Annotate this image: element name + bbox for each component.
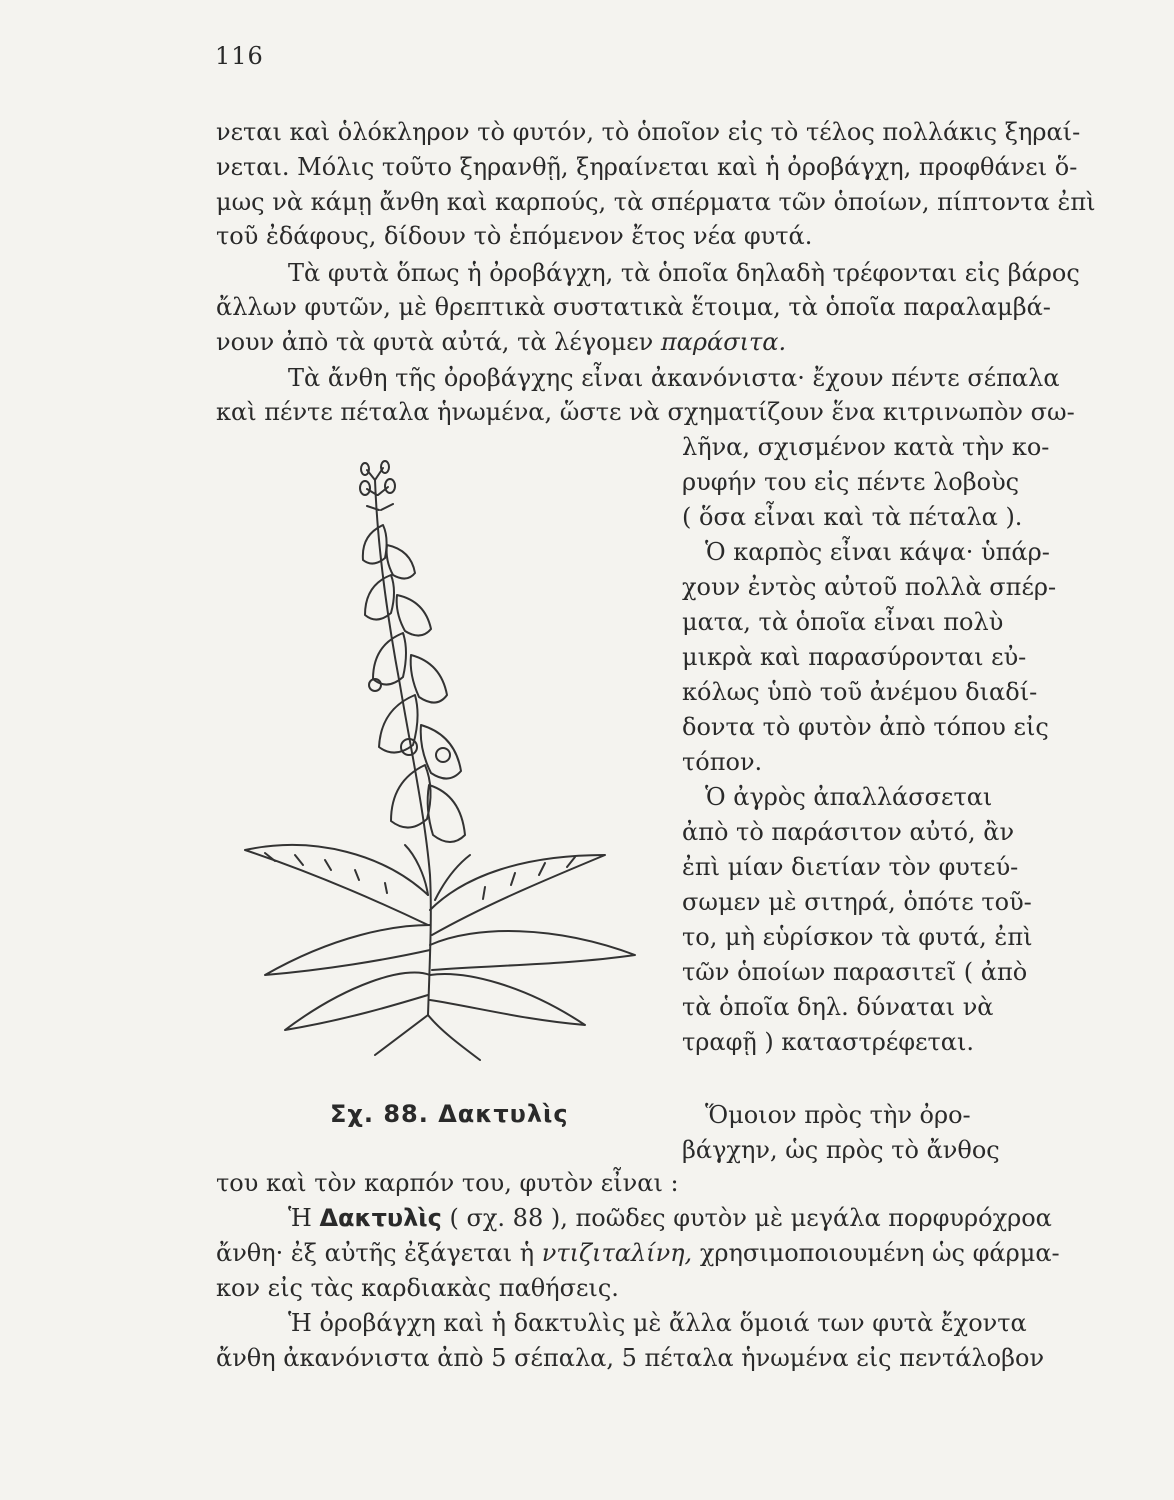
- text-line: τραφῇ ) καταστρέφεται.: [682, 1028, 975, 1056]
- text-line: [216, 1238, 1060, 1268]
- text-line: σωμεν μὲ σιτηρά, ὁπότε τοῦ-: [682, 888, 1032, 916]
- text-line: μως νὰ κάμῃ ἄνθη καὶ καρπούς, τὰ σπέρματα τῶν ὁποίων, πίπτοντα ἐπὶ: [216, 188, 1096, 216]
- text-line: ματα, τὰ ὁποῖα εἶναι πολὺ: [682, 608, 1004, 636]
- text-line: κόλως ὑπὸ τοῦ ἀνέμου διαδί-: [682, 678, 1038, 706]
- text-line: Ὁ καρπὸς εἶναι κάψα· ὑπάρ-: [705, 538, 1050, 566]
- text-line: τοῦ ἐδάφους, δίδουν τὸ ἑπόμενον ἔτος νέα φυτά.: [216, 222, 813, 250]
- text-line: δοντα τὸ φυτὸν ἀπὸ τόπου εἰς: [682, 713, 1049, 741]
- text-line: του καὶ τὸν καρπόν του, φυτὸν εἶναι :: [216, 1169, 679, 1197]
- text-line: Τὰ ἄνθη τῆς ὀροβάγχης εἶναι ἀκανόνιστα· ἔχουν πέντε σέπαλα: [288, 364, 1060, 392]
- text-line: νεται καὶ ὁλόκληρον τὸ φυτόν, τὸ ὁποῖον εἰς τὸ τέλος πολλάκις ξηραί-: [216, 118, 1081, 146]
- text-line: τῶν ὁποίων παρασιτεῖ ( ἀπὸ: [682, 958, 1028, 986]
- term-parasita: παράσιτα.: [660, 328, 787, 356]
- text-line: Ὁ ἀγρὸς ἀπαλλάσσεται: [705, 783, 993, 811]
- text-line: ἀπὸ τὸ παράσιτον αὐτό, ἂν: [682, 818, 1015, 846]
- text-line: βάγχην, ὡς πρὸς τὸ ἄνθος: [682, 1136, 1000, 1164]
- text-line: νεται. Μόλις τοῦτο ξηρανθῇ, ξηραίνεται καὶ ἡ ὀροβάγχη, προφθάνει ὅ-: [216, 153, 1078, 181]
- figure-caption: Σχ. 88. Δακτυλὶς: [330, 1100, 569, 1128]
- text-line: ἄνθη ἀκανόνιστα ἀπὸ 5 σέπαλα, 5 πέταλα ἡνωμένα εἰς πεντάλοβον: [216, 1344, 1045, 1372]
- text-line: ἄλλων φυτῶν, μὲ θρεπτικὰ συστατικὰ ἕτοιμα, τὰ ὁποῖα παραλαμβά-: [216, 293, 1051, 321]
- text-segment: ( σχ. 88 ), ποῶδες φυτὸν μὲ μεγάλα πορφυρόχροα: [449, 1204, 1052, 1232]
- text-line: μικρὰ καὶ παρασύρονται εὐ-: [682, 643, 1027, 671]
- page-number: 116: [215, 42, 264, 70]
- text-line: τόπον.: [682, 748, 763, 776]
- text-line: κον εἰς τὰς καρδιακὰς παθήσεις.: [216, 1274, 619, 1302]
- text-segment: χρησιμοποιουμένη ὡς φάρμα-: [699, 1239, 1060, 1267]
- text-line: [216, 327, 962, 357]
- text-line: Ἡ ὀροβάγχη καὶ ἡ δακτυλὶς μὲ ἄλλα ὅμοιά των φυτὰ ἔχοντα: [288, 1309, 1027, 1337]
- text-line: ρυφήν του εἰς πέντε λοβοὺς: [682, 468, 1020, 496]
- text-line: τὰ ὁποῖα δηλ. δύναται νὰ: [682, 993, 994, 1021]
- text-line: λῆνα, σχισμένον κατὰ τὴν κο-: [682, 433, 1050, 461]
- text-segment: ἄνθη· ἐξ αὐτῆς ἐξάγεται ἡ: [216, 1239, 535, 1267]
- term-ntizitalini: ντιζιταλίνη,: [541, 1239, 693, 1267]
- term-daktylis: Δακτυλὶς: [319, 1204, 442, 1232]
- text-line: Ὅμοιον πρὸς τὴν ὀρο-: [705, 1101, 971, 1129]
- text-segment: νουν ἀπὸ τὰ φυτὰ αὐτά, τὰ λέγομεν: [216, 328, 654, 356]
- text-line: Τὰ φυτὰ ὅπως ἡ ὀροβάγχη, τὰ ὁποῖα δηλαδὴ τρέφονται εἰς βάρος: [288, 259, 1080, 287]
- text-line: ( ὅσα εἶναι καὶ τὰ πέταλα ).: [682, 503, 1023, 531]
- text-line: το, μὴ εὑρίσκον τὰ φυτά, ἐπὶ: [682, 923, 1033, 951]
- text-line: καὶ πέντε πέταλα ἡνωμένα, ὥστε νὰ σχηματίζουν ἕνα κιτρινωπὸν σω-: [216, 398, 1075, 426]
- foxglove-plant-illustration-icon: [225, 455, 665, 1075]
- text-line: ἐπὶ μίαν διετίαν τὸν φυτεύ-: [682, 853, 1019, 881]
- text-line: [288, 1203, 1052, 1233]
- text-segment: Ἡ: [288, 1204, 312, 1232]
- text-line: χουν ἐντὸς αὐτοῦ πολλὰ σπέρ-: [682, 573, 1057, 601]
